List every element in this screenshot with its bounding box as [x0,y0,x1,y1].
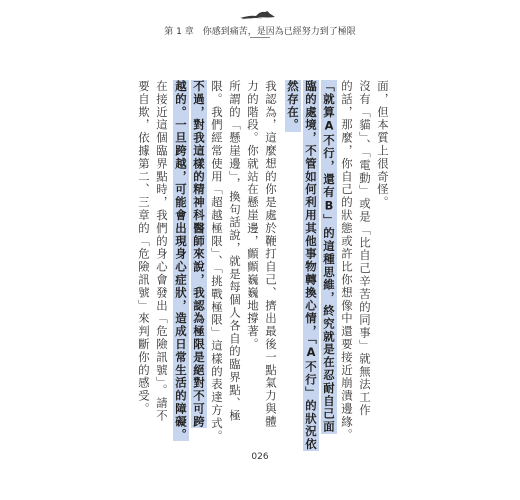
text-column: 在接近這個臨界點時，我們的身心會發出「危險訊號」。請不 [155,80,169,423]
highlight: 然存在。 [286,80,300,132]
chapter-title: 第 1 章 你感到痛苦，是因為已經努力到了極限 [164,27,356,37]
highlight: 「就算A不行，還有B」的這種思維，終究就是在忍耐自己面 [322,80,336,434]
text-column: 限。我們經常使用「超越極限」、「挑戰極限」這樣的表達方式。 [210,80,224,443]
text-column: 我認為，這麼想的你是處於鞭打自己、擠出最後一點氣力與體 [264,80,278,429]
highlight: 臨的處境，不管如何利用其他事物轉換心情，「A不行」的狀況依 [304,80,318,451]
text-column: 所謂的「懸崖邊」，換句話說，就是每個人各自的臨界點、極 [228,80,242,423]
highlighted-text-column [323,80,334,434]
text-column: 面，但本質上很奇怪。 [376,80,390,209]
text-column: 要自欺，依據第二、三章的「危險訊號」來判斷你的感受。 [137,80,151,416]
page-number: 026 [251,452,269,462]
header-divider [250,37,270,38]
text-column: 力的階段。你就站在懸崖邊，顫顫巍巍地撐著。 [246,80,260,351]
text-column: 的話，那麼，你自己的狀態或許比你想像中還要接近崩潰邊緣。 [340,80,354,442]
highlighted-text-column [305,80,316,451]
highlighted-text-column [175,80,186,441]
highlighted-text-column [193,80,204,428]
text-column: 沒有「貓」、「電動」或是「比自己辛苦的同事」就無法工作 [358,80,372,417]
highlighted-text-column [287,80,298,132]
highlight: 越的。一旦跨越，可能會出現身心症狀，造成日常生活的障礙。 [174,80,188,442]
highlight: 不過，對我這樣的精神科醫師來說，我認為極限是絕對不可跨 [192,80,206,429]
ornament-icon [238,6,278,22]
